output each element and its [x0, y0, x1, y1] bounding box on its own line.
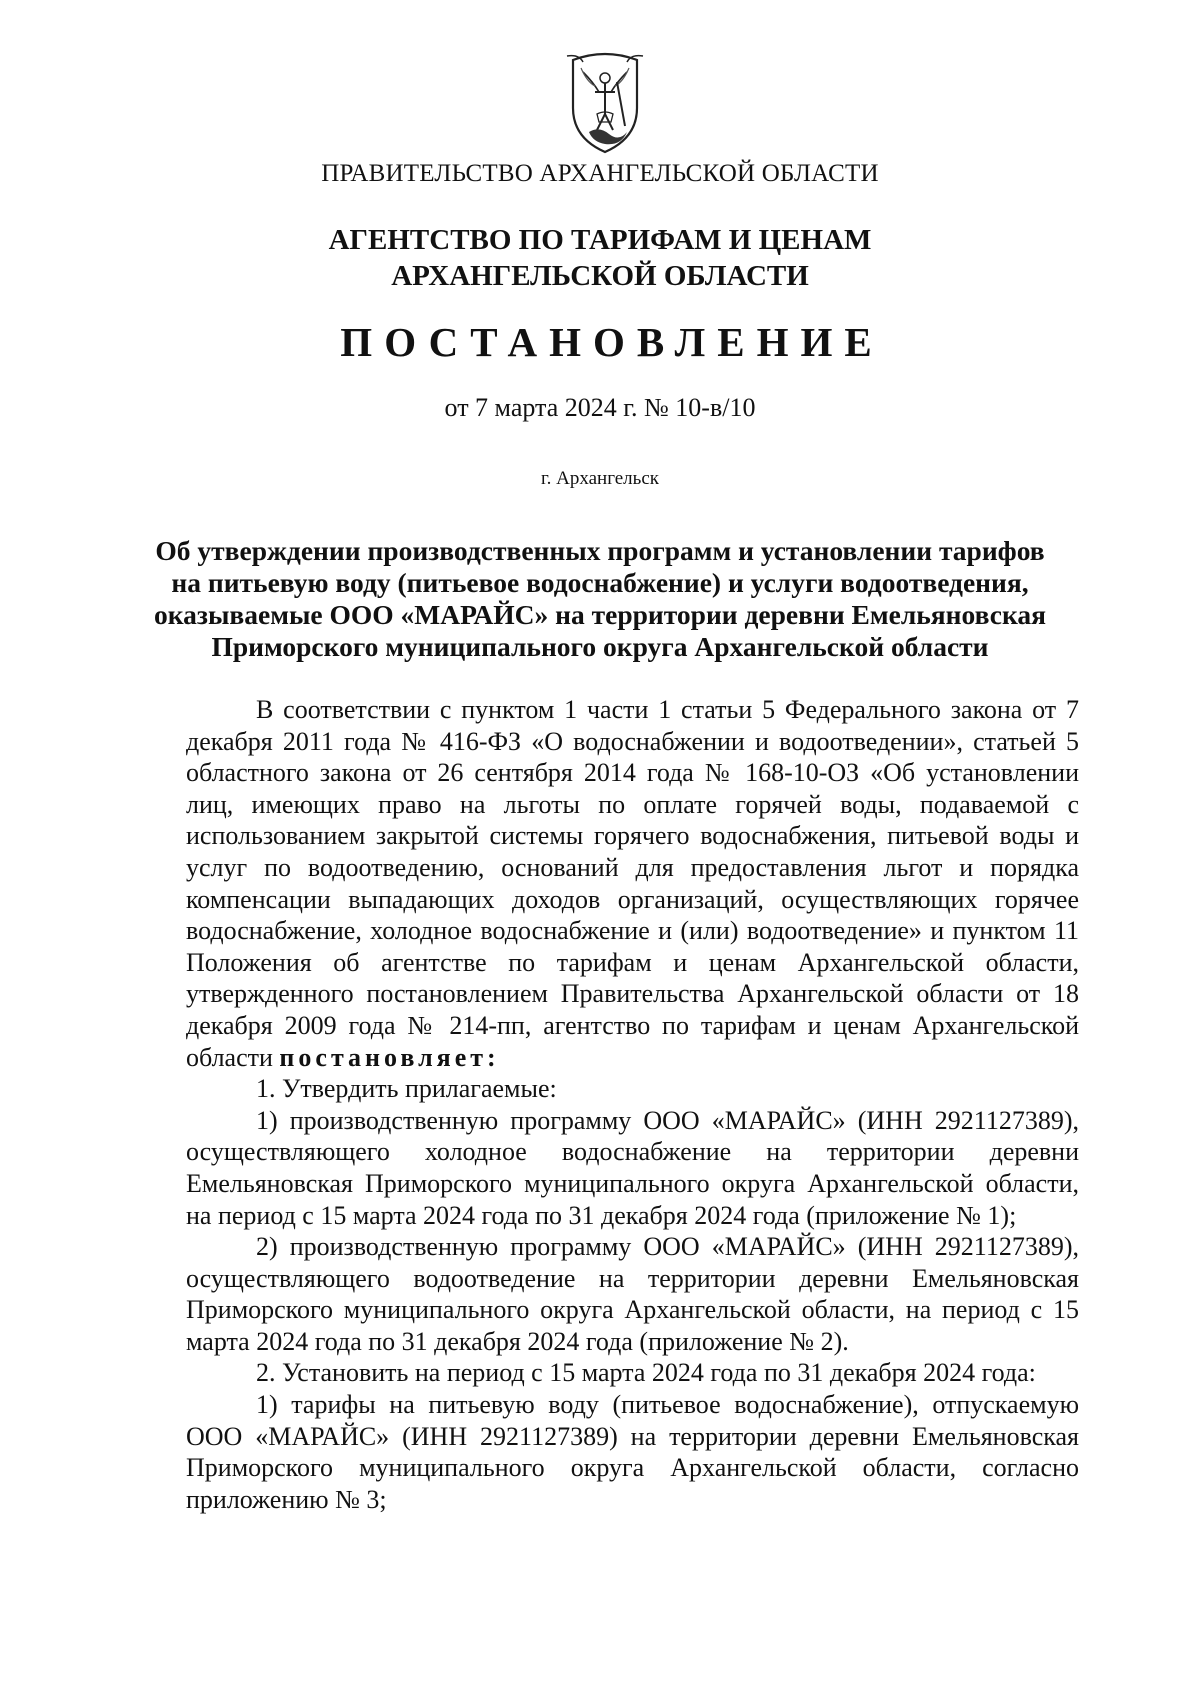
- subject-line2: на питьевую воду (питьевое водоснабжение) и услуги водоотведения,: [171, 567, 1029, 598]
- item-1-2: 2) производственную программу ООО «МАРАЙС» (ИНН 2921127389), осуществляющего водоотведение на территории деревни Емельяновская Приморского муниципального округа Архангельской области, на период с 15 марта 2024 года по 31 декабря 2024 года (приложение № 2).: [186, 1232, 1079, 1356]
- item-2-1: 1) тарифы на питьевую воду (питьевое водоснабжение), отпускаемую ООО «МАРАЙС» (ИНН 2921127389) на территории деревни Емельяновская Приморского муниципального округа Архангельской области, согласно приложению № 3;: [186, 1390, 1079, 1514]
- coat-of-arms-icon: [559, 52, 651, 157]
- document-subject: [0, 535, 1200, 663]
- item-1-1: 1) производственную программу ООО «МАРАЙС» (ИНН 2921127389), осуществляющего холодное водоснабжение на территории деревни Емельяновская Приморского муниципального округа Архангельской области, на период с 15 марта 2024 года по 31 декабря 2024 года (приложение № 1);: [186, 1105, 1079, 1230]
- subject-line4: Приморского муниципального округа Архангельской области: [211, 631, 989, 662]
- document-type: ПОСТАНОВЛЕНИЕ: [340, 319, 884, 365]
- agency-title: [0, 222, 1200, 294]
- agency-title-line2: АРХАНГЕЛЬСКОЙ ОБЛАСТИ: [391, 260, 809, 292]
- item-2: 2. Установить на период с 15 марта 2024 года по 31 декабря 2024 года:: [256, 1358, 1036, 1388]
- agency-title-line1: АГЕНТСТВО ПО ТАРИФАМ И ЦЕНАМ: [328, 224, 872, 256]
- item-1: 1. Утвердить прилагаемые:: [256, 1074, 557, 1104]
- resolves-keyword: постановляет:: [279, 1042, 500, 1072]
- preamble-text: В соответствии с пунктом 1 части 1 статьи 5 Федерального закона от 7 декабря 2011 года № 416-ФЗ «О водоснабжении и водоотведении», статьей 5 областного закона от 26 сентября 2014 года № 168-10-ОЗ «Об установлении лиц, имеющих право на льготы по оплате горячей воды, подаваемой с использованием закрытой системы горячего водоснабжения, питьевой воды и услуг по водоотведению, оснований для предоставления льгот и порядка компенсации выпадающих доходов организаций, осуществляющих горячее водоснабжение, холодное водоснабжение и (или) водоотведение» и пунктом 11 Положения об агентстве по тарифам и ценам Архангельской области, утвержденного постановлением Правительства Архангельской области от 18 декабря 2009 года № 214-пп, агентство по тарифам и ценам Архангельской области: [186, 695, 1079, 1072]
- government-title: ПРАВИТЕЛЬСТВО АРХАНГЕЛЬСКОЙ ОБЛАСТИ: [321, 160, 879, 187]
- preamble-paragraph: [186, 694, 1079, 1073]
- subject-line3: оказываемые ООО «МАРАЙС» на территории деревни Емельяновская: [153, 599, 1047, 630]
- document-city: г. Архангельск: [540, 468, 659, 489]
- document-body: [186, 694, 1079, 1515]
- document-date-number: от 7 марта 2024 г. № 10-в/10: [444, 393, 756, 422]
- subject-line1: Об утверждении производственных программ и установлении тарифов: [155, 535, 1045, 566]
